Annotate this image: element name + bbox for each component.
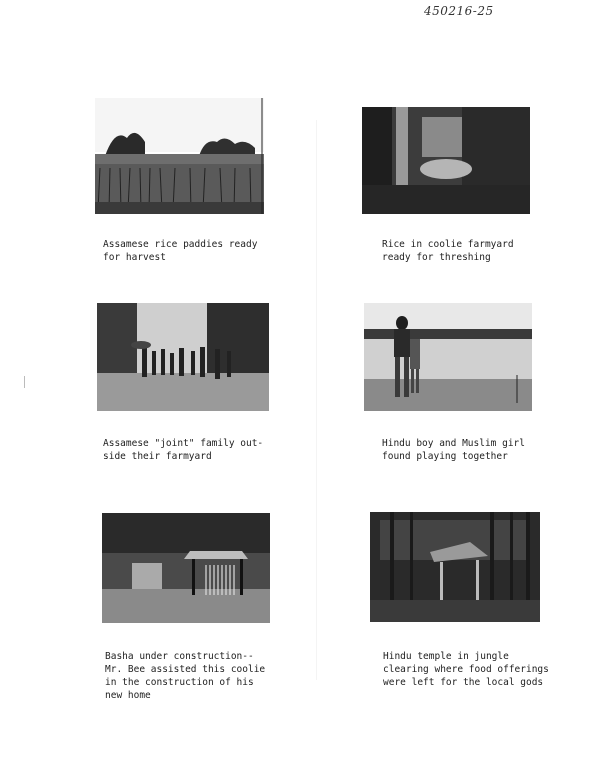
caption-coolie-farmyard: Rice in coolie farmyard ready for threshing — [382, 239, 514, 263]
caption-boy-and-girl: Hindu boy and Muslim girl found playing together — [382, 438, 525, 462]
caption-hindu-temple: Hindu temple in jungle clearing where food offerings were left for the local gods — [383, 651, 549, 688]
photo-boy-and-girl — [364, 303, 532, 411]
photo-coolie-farmyard — [362, 107, 530, 214]
page-id-number: 450216-25 — [424, 4, 494, 18]
scan-mark — [24, 376, 31, 388]
caption-joint-family: Assamese "joint" family out- side their farmyard — [103, 438, 264, 462]
photo-rice-paddies — [95, 98, 264, 214]
caption-basha-construction: Basha under construction-- Mr. Bee assisted this coolie in the construction of his new home — [105, 651, 266, 701]
scan-fold-line — [316, 120, 317, 680]
caption-rice-paddies: Assamese rice paddies ready for harvest — [103, 239, 258, 263]
photo-basha-construction — [102, 513, 270, 623]
photo-hindu-temple — [370, 512, 540, 622]
photo-joint-family — [97, 303, 269, 411]
